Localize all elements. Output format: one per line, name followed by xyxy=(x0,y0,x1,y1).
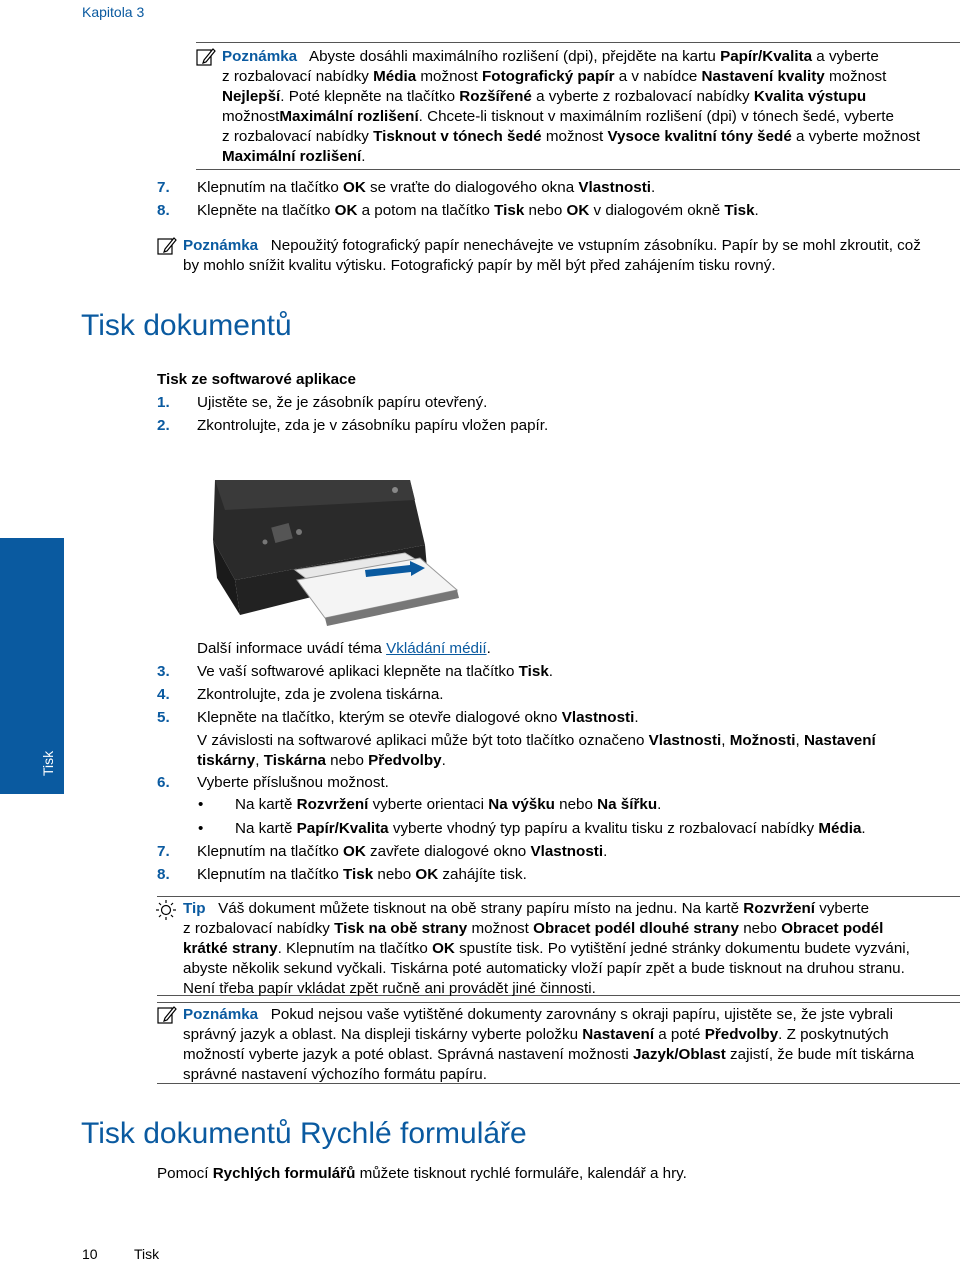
loading-media-link[interactable]: Vkládání médií xyxy=(386,640,487,657)
step-3-text: Ve vaší softwarové aplikaci klepněte na tlačítko Tisk. xyxy=(197,663,554,680)
note1-line-6: Maximální rozlišení. xyxy=(222,148,366,165)
step-number: 6. xyxy=(157,774,170,791)
step-number: 8. xyxy=(157,202,170,219)
note-pencil-icon xyxy=(157,236,177,256)
sidebar-tab-label: Tisk xyxy=(40,750,56,776)
step-number: 7. xyxy=(157,179,170,196)
step-2-text: Zkontrolujte, zda je v zásobníku papíru vložen papír. xyxy=(197,417,549,434)
chapter-header: Kapitola 3 xyxy=(82,4,145,20)
note1-line-1: Poznámka Abyste dosáhli maximálního rozlišení (dpi), přejděte na kartu Papír/Kvalita a vyberte xyxy=(222,48,879,65)
step-number: 5. xyxy=(157,709,170,726)
section-title-print-documents: Tisk dokumentů xyxy=(81,309,292,342)
note1-line-3: Nejlepší. Poté klepněte na tlačítko Rozšířené a vyberte z rozbalovací nabídky Kvalita výstupu xyxy=(222,88,867,105)
note1-line-4: možnostMaximální rozlišení. Chcete-li tisknout v maximálním rozlišení (dpi) v tónech šedé, vyberte xyxy=(222,108,894,125)
section-subtitle: Tisk ze softwarové aplikace xyxy=(157,371,356,388)
step-8-text: Klepněte na tlačítko OK a potom na tlačítko Tisk nebo OK v dialogovém okně Tisk. xyxy=(197,202,759,219)
step-number: 4. xyxy=(157,686,170,703)
step-number: 1. xyxy=(157,394,170,411)
bullet-item-paper-quality: Na kartě Papír/Kvalita vyberte vhodný typ papíru a kvalitu tisku z rozbalovací nabídky Média. xyxy=(235,820,866,837)
tip-text: Tip Váš dokument můžete tisknout na obě strany papíru místo na jednu. Na kartě Rozvržení vyberte z rozbalovací nabídky Tisk na obě strany možnost Obracet podél dlouhé strany nebo Obracet podél krátké strany. Klepnutím na tlačítko OK spustíte tisk. Po vytištění jedné stránky dokumentu budete vyzváni, abyste několik sekund vyčkali. Tiskárna poté automaticky vloží papír zpět a bude tisknout na druhou stranu. Není třeba papír vkládat zpět ručně ani provádět jiné činnosti. xyxy=(183,900,910,997)
step-7-text: Klepnutím na tlačítko OK se vraťte do dialogového okna Vlastnosti. xyxy=(197,179,656,196)
note-pencil-icon xyxy=(157,1005,177,1025)
note3-text: Poznámka Pokud nejsou vaše vytištěné dokumenty zarovnány s okraji papíru, ujistěte se, že jste vybrali správný jazyk a oblast. Na displeji tiskárny vyberte položku Nastavení a poté Předvolby. Z poskytnutých možností vyberte jazyk a poté oblast. Správná nastavení možnosti Jazyk/Oblast zajistí, že bude mít tiskárna správné nastavení výchozího formátu papíru. xyxy=(183,1006,915,1083)
quick-forms-text: Pomocí Rychlých formulářů můžete tisknout rychlé formuláře, kalendář a hry. xyxy=(157,1165,687,1182)
step-number: 7. xyxy=(157,843,170,860)
note1-line-5: z rozbalovací nabídky Tisknout v tónech šedé možnost Vysoce kvalitní tóny šedé a vyberte možnost xyxy=(222,128,921,145)
note1-line-2: z rozbalovací nabídky Média možnost Fotografický papír a v nabídce Nastavení kvality možnost xyxy=(222,68,887,85)
note1-text xyxy=(222,47,920,167)
step-5-text: Klepněte na tlačítko, kterým se otevře dialogové okno Vlastnosti. V závislosti na softwarové aplikaci může být toto tlačítko označeno Vlastnosti, Možnosti, Nastavení tiskárny, Tiskárna nebo Předvolby. xyxy=(197,709,876,769)
note2-text: Poznámka Nepoužitý fotografický papír nenechávejte ve vstupním zásobníku. Papír by se mohl zkroutit, což by mohlo snížit kvalitu výtisku. Fotografický papír by měl být před zahájením tisku rovný. xyxy=(183,237,921,274)
step-4-text: Zkontrolujte, zda je zvolena tiskárna. xyxy=(197,686,444,703)
step-1-text: Ujistěte se, že je zásobník papíru otevřený. xyxy=(197,394,488,411)
bullet-icon: • xyxy=(198,796,204,813)
step-number: 8. xyxy=(157,866,170,883)
bullet-item-layout: Na kartě Rozvržení vyberte orientaci Na výšku nebo Na šířku. xyxy=(235,796,662,813)
sidebar-tab xyxy=(0,538,64,794)
step-7b-text: Klepnutím na tlačítko OK zavřete dialogové okno Vlastnosti. xyxy=(197,843,608,860)
more-info-line: Další informace uvádí téma Vkládání médií. xyxy=(197,640,491,657)
page-number: 10 xyxy=(82,1246,98,1262)
footer-section: Tisk xyxy=(134,1246,160,1262)
step-number: 2. xyxy=(157,417,170,434)
printer-illustration xyxy=(195,470,485,640)
note-pencil-icon xyxy=(196,47,216,67)
step-6-text: Vyberte příslušnou možnost. xyxy=(197,774,389,791)
step-8b-text: Klepnutím na tlačítko Tisk nebo OK zahájíte tisk. xyxy=(197,866,527,883)
lightbulb-icon xyxy=(155,899,177,921)
bullet-icon: • xyxy=(198,820,204,837)
section-title-quick-forms: Tisk dokumentů Rychlé formuláře xyxy=(81,1117,527,1150)
step-number: 3. xyxy=(157,663,170,680)
